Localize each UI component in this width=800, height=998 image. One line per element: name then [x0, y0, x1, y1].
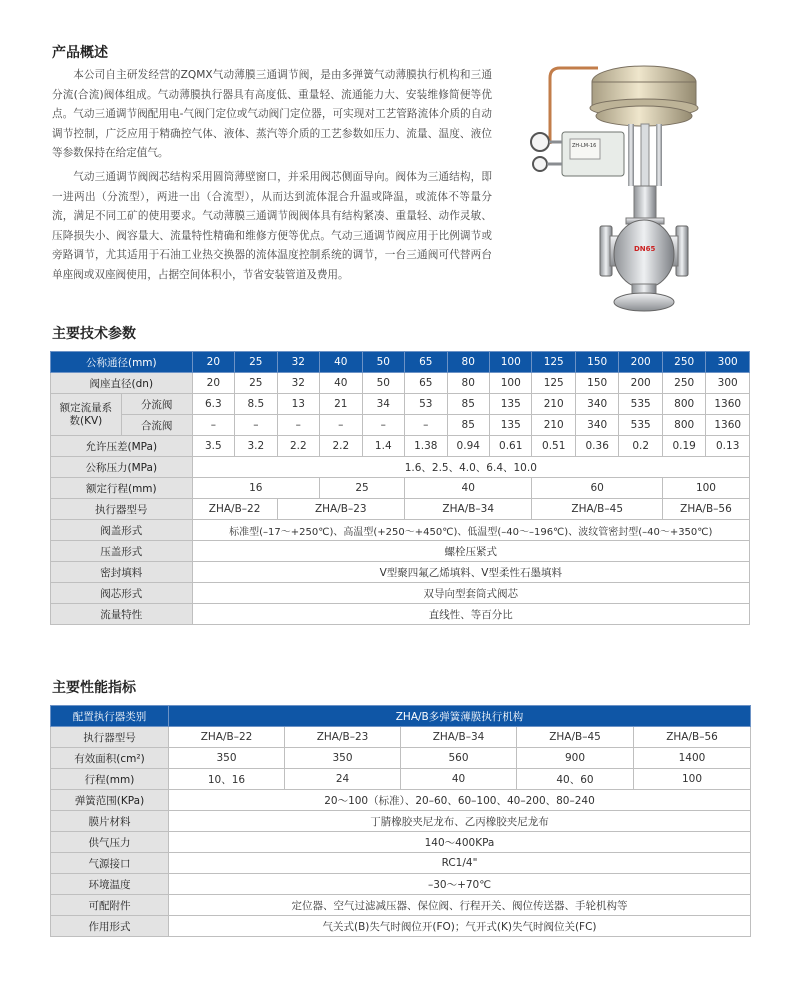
pn-label: 公称压力(MPa)	[51, 457, 193, 478]
kv-merge-cell: –	[405, 415, 447, 436]
kv-split-cell: 8.5	[235, 394, 277, 415]
dp-cell: 0.13	[706, 436, 750, 457]
table-row	[51, 562, 750, 583]
stroke-cell: 100	[662, 478, 749, 499]
kv-split-cell: 6.3	[192, 394, 234, 415]
accessories-label: 可配附件	[51, 895, 169, 916]
perf-stroke-cell: 40、60	[517, 769, 634, 790]
flow-label: 流量特性	[51, 604, 193, 625]
actuator-cell: ZHA/B–23	[277, 499, 404, 520]
area-cell: 900	[517, 748, 634, 769]
seat-cell: 40	[320, 373, 362, 394]
merge-label: 合流阀	[121, 415, 192, 436]
stroke-cell: 16	[192, 478, 319, 499]
kv-merge-cell: 210	[532, 415, 575, 436]
supply-value: 140～400KPa	[169, 832, 751, 853]
dn-cell: 80	[447, 352, 489, 373]
cat-value: ZHA/B多弹簧薄膜执行机构	[169, 706, 751, 727]
seat-cell: 20	[192, 373, 234, 394]
gland-value: 螺栓压紧式	[192, 541, 749, 562]
plug-label: 阀芯形式	[51, 583, 193, 604]
perf-params-table	[50, 705, 751, 937]
seat-cell: 125	[532, 373, 575, 394]
kv-merge-cell: 800	[662, 415, 705, 436]
kv-merge-cell: 535	[619, 415, 662, 436]
valve-bonnet	[634, 186, 656, 220]
kv-merge-cell: –	[362, 415, 404, 436]
flow-value: 直线性、等百分比	[192, 604, 749, 625]
overview-heading: 产品概述	[52, 45, 108, 61]
kv-split-cell: 340	[575, 394, 618, 415]
bonnet-value: 标准型(–17～+250℃)、高温型(+250～+450℃)、低温型(–40～–196℃)、波纹管密封型(–40～+350℃)	[192, 520, 749, 541]
kv-split-cell: 1360	[706, 394, 750, 415]
dp-label: 允许压差(MPa)	[51, 436, 193, 457]
kv-merge-cell: –	[277, 415, 319, 436]
dp-cell: 0.51	[532, 436, 575, 457]
table-row	[51, 352, 750, 373]
table-row	[51, 394, 750, 415]
area-label: 有效面积(cm²)	[51, 748, 169, 769]
packing-label: 密封填料	[51, 562, 193, 583]
actuator-cell: ZHA/B–34	[405, 499, 532, 520]
dn-cell: 300	[706, 352, 750, 373]
seat-cell: 300	[706, 373, 750, 394]
dn-cell: 250	[662, 352, 705, 373]
seat-cell: 200	[619, 373, 662, 394]
spring-label: 弹簧范围(KPa)	[51, 790, 169, 811]
stroke-cell: 40	[405, 478, 532, 499]
packing-value: V型聚四氟乙烯填料、V型柔性石墨填料	[192, 562, 749, 583]
overview-paragraph-1: 本公司自主研发经营的ZQMX气动薄膜三通调节阀，是由多弹簧气动薄膜执行机构和三通分流(合流)阀体组成。气动薄膜执行器具有高度低、重量轻、流通能力大、安装维修简便等优点。气动三通调节阀配用电-气阀门定位或气动阀门定位器，可实现对工艺管路流体介质的自动调节控制，广泛应用于精确控气体、液体、蒸汽等介质的工艺参数如压力、流量、温度、液位等参数保持在给定值气。	[52, 69, 492, 160]
dp-cell: 0.36	[575, 436, 618, 457]
kv-label: 额定流量系数(KV)	[51, 394, 122, 436]
table-row	[51, 832, 751, 853]
table-row	[51, 436, 750, 457]
kv-split-cell: 85	[447, 394, 489, 415]
kv-merge-cell: 340	[575, 415, 618, 436]
table-row	[51, 769, 751, 790]
bonnet-label: 阀盖形式	[51, 520, 193, 541]
diaphragm-label: 膜片材料	[51, 811, 169, 832]
dn-cell: 50	[362, 352, 404, 373]
seat-cell: 25	[235, 373, 277, 394]
split-label: 分流阀	[121, 394, 192, 415]
body-mark: DN65	[634, 245, 656, 253]
dp-cell: 1.38	[405, 436, 447, 457]
pneumatic-three-way-valve-image	[510, 58, 710, 316]
area-cell: 350	[169, 748, 285, 769]
action-value: 气关式(B)失气时阀位开(FO)；气开式(K)失气时阀位关(FC)	[169, 916, 751, 937]
dn-cell: 200	[619, 352, 662, 373]
seat-cell: 150	[575, 373, 618, 394]
gland-label: 压盖形式	[51, 541, 193, 562]
overview-text	[52, 66, 492, 286]
perf-stroke-cell: 24	[285, 769, 401, 790]
model-cell: ZHA/B–22	[169, 727, 285, 748]
positioner-plate: ZH-LM-16	[572, 143, 597, 149]
dp-cell: 3.5	[192, 436, 234, 457]
seat-cell: 32	[277, 373, 319, 394]
area-cell: 350	[285, 748, 401, 769]
kv-merge-cell: 85	[447, 415, 489, 436]
port-label: 气源接口	[51, 853, 169, 874]
table-row	[51, 895, 751, 916]
dp-cell: 2.2	[320, 436, 362, 457]
kv-split-cell: 800	[662, 394, 705, 415]
dn-cell: 25	[235, 352, 277, 373]
pn-value: 1.6、2.5、4.0、6.4、10.0	[192, 457, 749, 478]
dn-cell: 32	[277, 352, 319, 373]
dp-cell: 0.94	[447, 436, 489, 457]
pressure-gauge-icon	[533, 157, 547, 171]
table-row	[51, 916, 751, 937]
overview-paragraph-2: 气动三通调节阀阀芯结构采用圆筒薄壁窗口，并采用阀芯侧面导向。阀体为三通结构，即一进两出（分流型），两进一出（合流型），从而达到流体混合升温或降温，或流体不等量分流，满足不同工矿的使用要求。气动薄膜三通调节阀阀体具有结构紧凑、重量轻、动作灵敏、压降损失小、阀容量大、流量特性精确和维修方便等优点。气动三通调节阀应用于比例调节或旁路调节，尤其适用于石油工业热交换器的流体温度控制系统的调节，一台三通阀可代替两台单座阀或双座阀使用，占据空间体积小，节省安装管道及费用。	[52, 170, 492, 281]
perf-heading: 主要性能指标	[52, 680, 136, 696]
kv-split-cell: 210	[532, 394, 575, 415]
table-row	[51, 874, 751, 895]
supply-label: 供气压力	[51, 832, 169, 853]
table-row	[51, 727, 751, 748]
seat-cell: 65	[405, 373, 447, 394]
kv-split-cell: 13	[277, 394, 319, 415]
stroke-cell: 60	[532, 478, 662, 499]
stroke-cell: 25	[320, 478, 405, 499]
perf-stroke-cell: 40	[401, 769, 517, 790]
model-label: 执行器型号	[51, 727, 169, 748]
area-cell: 1400	[634, 748, 751, 769]
kv-merge-cell: 1360	[706, 415, 750, 436]
valve-stem	[641, 124, 649, 186]
yoke-leg	[628, 124, 634, 186]
table-row	[51, 706, 751, 727]
action-label: 作用形式	[51, 916, 169, 937]
seat-label: 阀座直径(dn)	[51, 373, 193, 394]
table-row	[51, 811, 751, 832]
kv-split-cell: 535	[619, 394, 662, 415]
perf-stroke-cell: 100	[634, 769, 751, 790]
seat-cell: 250	[662, 373, 705, 394]
dp-cell: 0.61	[489, 436, 531, 457]
pressure-gauge-icon	[531, 133, 549, 151]
dn-cell: 65	[405, 352, 447, 373]
table-row	[51, 457, 750, 478]
dn-cell: 100	[489, 352, 531, 373]
seat-cell: 80	[447, 373, 489, 394]
actuator-label: 执行器型号	[51, 499, 193, 520]
table-row	[51, 604, 750, 625]
kv-split-cell: 135	[489, 394, 531, 415]
model-cell: ZHA/B–23	[285, 727, 401, 748]
spring-value: 20～100（标准）、20–60、60–100、40–200、80–240	[169, 790, 751, 811]
table-row	[51, 478, 750, 499]
kv-split-cell: 53	[405, 394, 447, 415]
cat-label: 配置执行器类别	[51, 706, 169, 727]
temp-value: –30～+70℃	[169, 874, 751, 895]
temp-label: 环境温度	[51, 874, 169, 895]
seat-cell: 100	[489, 373, 531, 394]
table-row	[51, 583, 750, 604]
diaphragm-value: 丁腈橡胶夹尼龙布、乙丙橡胶夹尼龙布	[169, 811, 751, 832]
plug-value: 双导向型套筒式阀芯	[192, 583, 749, 604]
model-cell: ZHA/B–34	[401, 727, 517, 748]
table-row	[51, 373, 750, 394]
dn-label: 公称通径(mm)	[51, 352, 193, 373]
area-cell: 560	[401, 748, 517, 769]
table-row	[51, 748, 751, 769]
table-row	[51, 853, 751, 874]
dp-cell: 1.4	[362, 436, 404, 457]
kv-merge-cell: –	[235, 415, 277, 436]
accessories-value: 定位器、空气过滤减压器、保位阀、行程开关、阀位传送器、手轮机构等	[169, 895, 751, 916]
kv-split-cell: 34	[362, 394, 404, 415]
perf-stroke-cell: 10、16	[169, 769, 285, 790]
actuator-cell: ZHA/B–22	[192, 499, 277, 520]
dn-cell: 125	[532, 352, 575, 373]
tech-heading: 主要技术参数	[52, 326, 136, 342]
kv-split-cell: 21	[320, 394, 362, 415]
kv-merge-cell: 135	[489, 415, 531, 436]
table-row	[51, 415, 750, 436]
kv-merge-cell: –	[320, 415, 362, 436]
model-cell: ZHA/B–45	[517, 727, 634, 748]
dp-cell: 3.2	[235, 436, 277, 457]
dp-cell: 2.2	[277, 436, 319, 457]
table-row	[51, 520, 750, 541]
kv-merge-cell: –	[192, 415, 234, 436]
bottom-flange	[614, 293, 674, 311]
seat-cell: 50	[362, 373, 404, 394]
table-row	[51, 541, 750, 562]
table-row	[51, 790, 751, 811]
perf-stroke-label: 行程(mm)	[51, 769, 169, 790]
dn-cell: 150	[575, 352, 618, 373]
table-row	[51, 499, 750, 520]
actuator-cell: ZHA/B–56	[662, 499, 749, 520]
dn-cell: 40	[320, 352, 362, 373]
dn-cell: 20	[192, 352, 234, 373]
dp-cell: 0.19	[662, 436, 705, 457]
valve-body	[614, 220, 674, 288]
model-cell: ZHA/B–56	[634, 727, 751, 748]
dp-cell: 0.2	[619, 436, 662, 457]
actuator-cell: ZHA/B–45	[532, 499, 662, 520]
stroke-label: 额定行程(mm)	[51, 478, 193, 499]
tech-params-table	[50, 351, 750, 625]
port-value: RC1/4"	[169, 853, 751, 874]
